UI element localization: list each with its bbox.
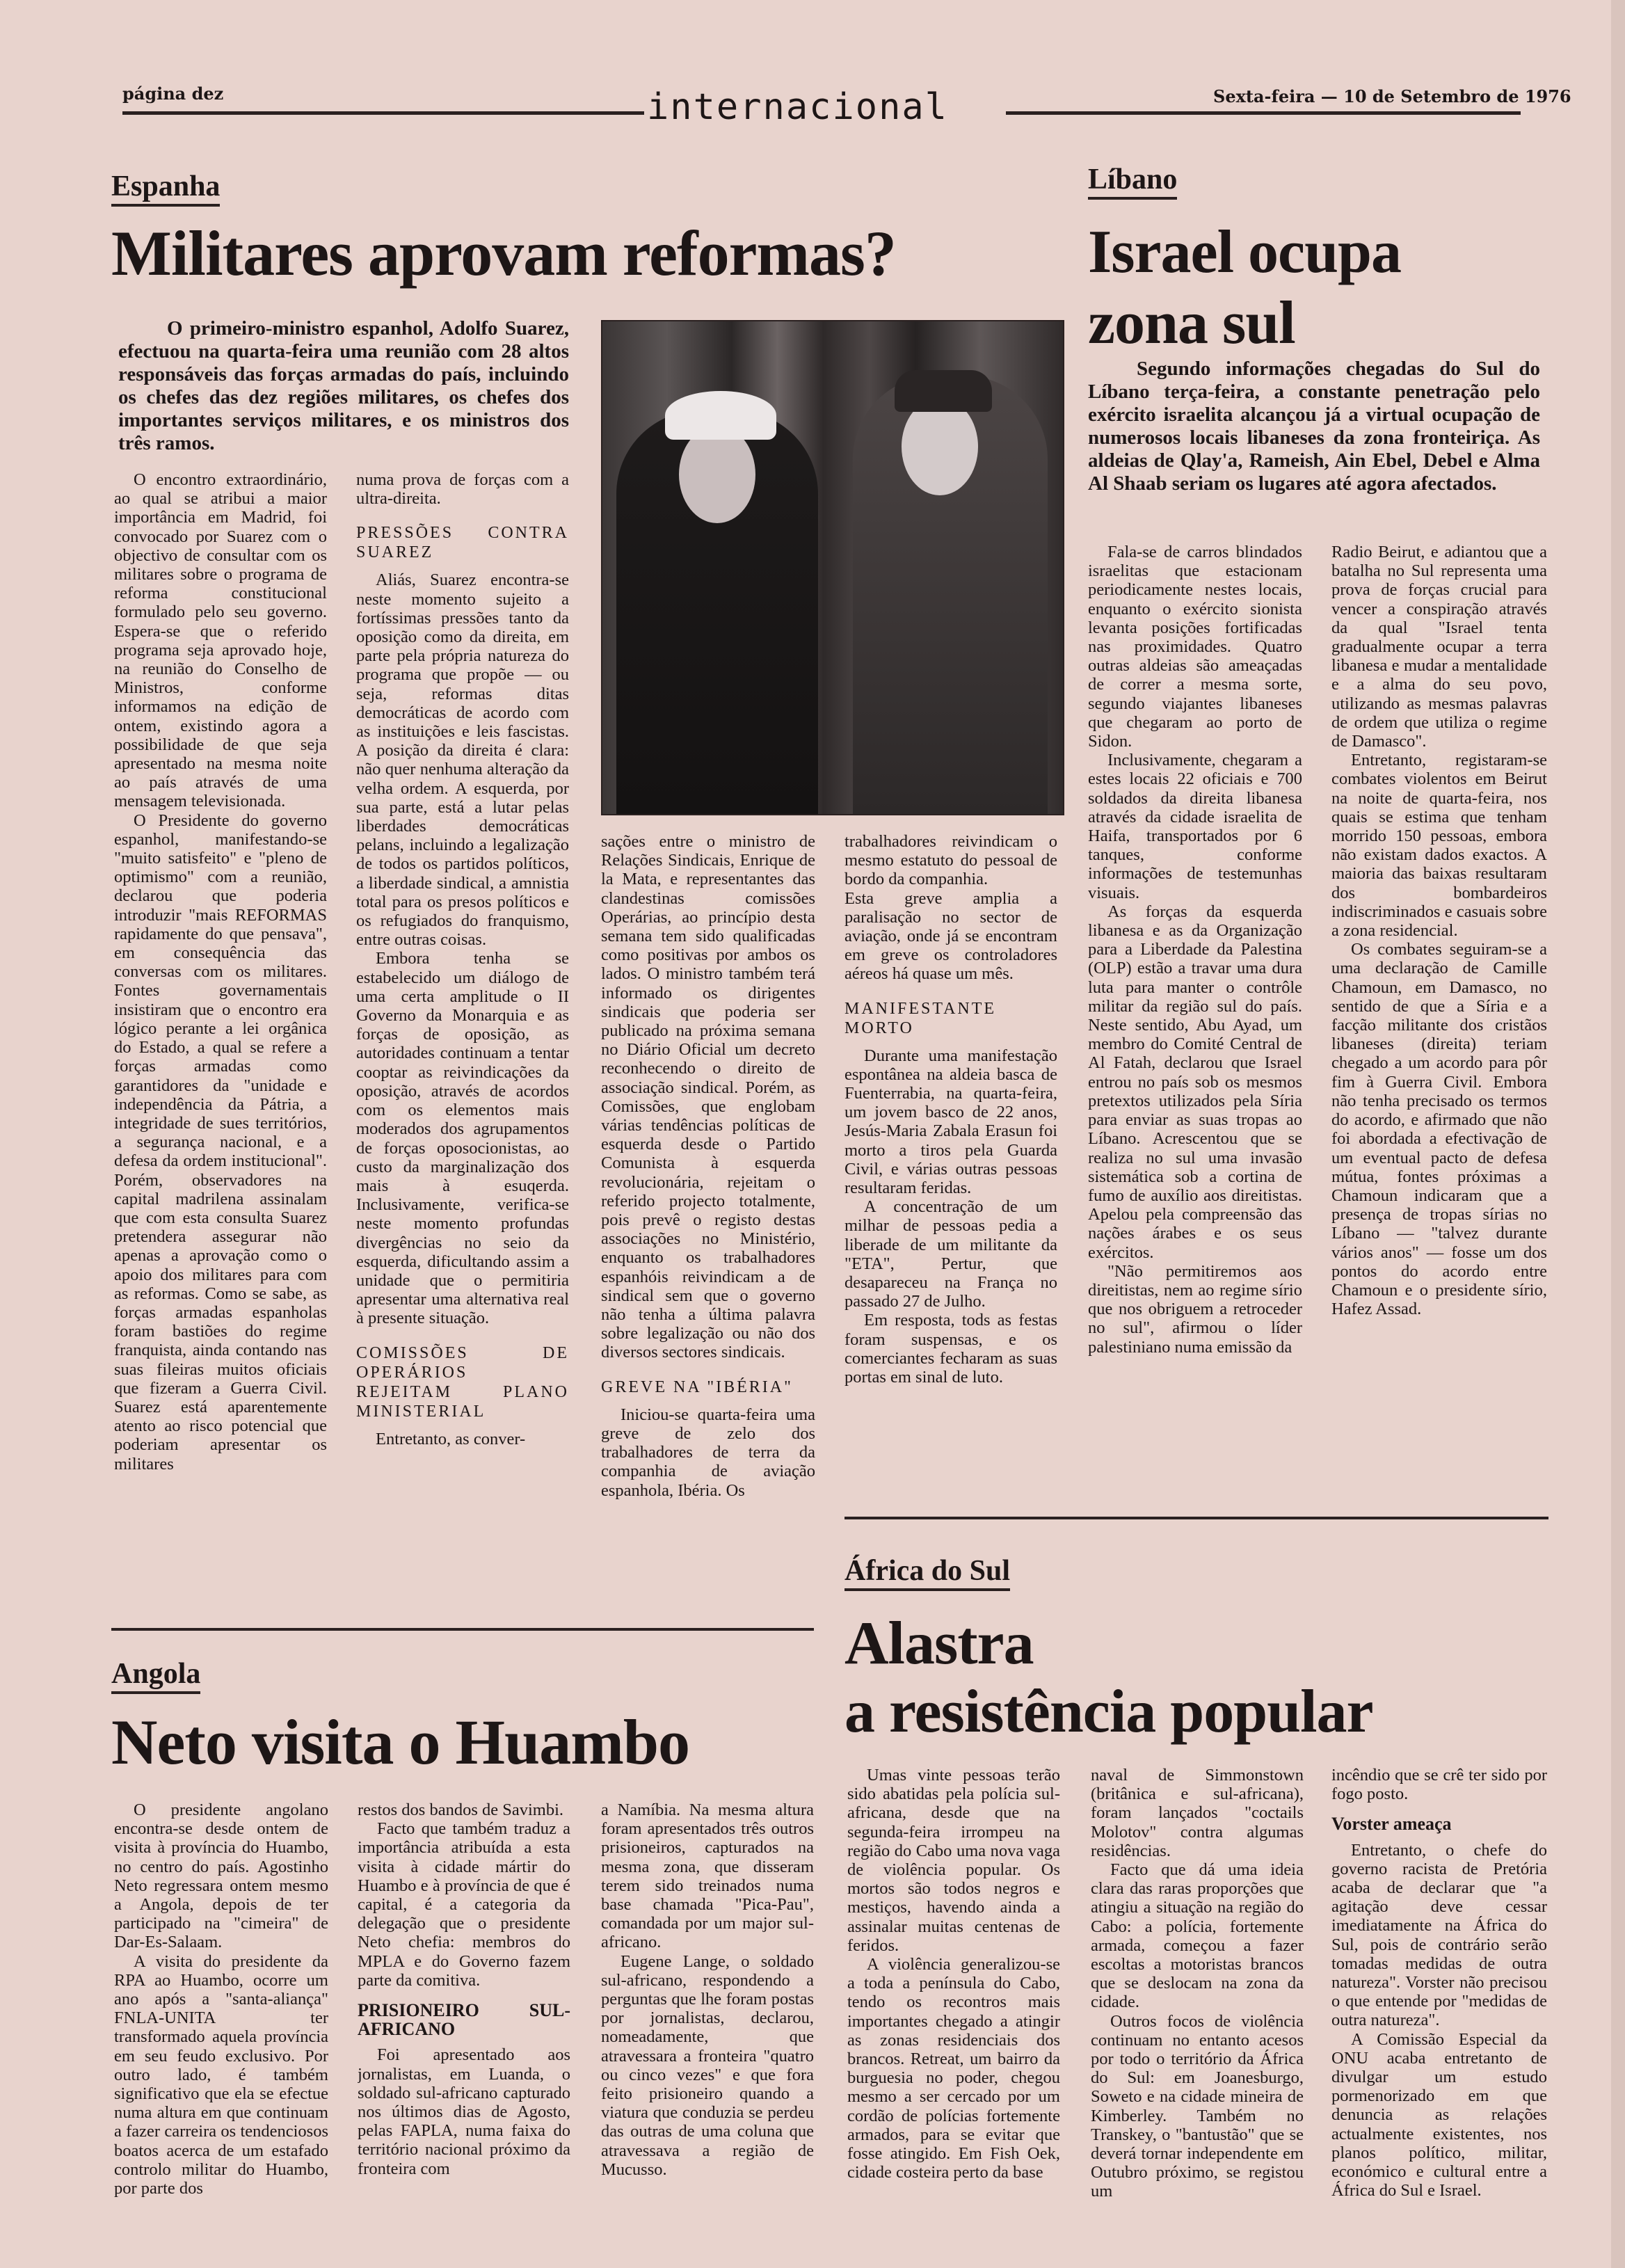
libano-headline-line2: zona sul [1088, 289, 1295, 357]
africa-paragraph: naval de Simmonstown (britânica e sul-africana), foram lançados "coctails Molotov" contra algumas residências. [1091, 1766, 1304, 1860]
libano-paragraph: Inclusivamente, chegaram a estes locais 22 oficiais e 700 soldados da direita libanesa através da cidade israelita de Haifa, transportados por 6 tanques, conforme informações de testemunhas visuais. [1088, 751, 1302, 902]
espanha-column-2 [356, 470, 569, 1621]
africa-paragraph: Facto que dá uma ideia clara das raras proporções que atingiu a situação na região do Cabo: a polícia, fortemente armada, começou a fazer escoltas a motoristas brancos que se deslocam na zona da cidade. [1091, 1860, 1304, 2012]
libano-column-1 [1088, 543, 1302, 1510]
espanha-kicker-text: Espanha [111, 170, 220, 207]
africa-kicker-text: África do Sul [844, 1555, 1010, 1591]
section-title: internacional [647, 86, 948, 128]
angola-paragraph: O presidente angolano encontra-se desde ontem de visita à província do Huambo, no centro do país. Agostinho Neto regressara ontem mesmo a Angola, depois de ter participado na "cimeira" de Dar-Es-Salaam. [114, 1800, 328, 1952]
espanha-kicker [111, 170, 220, 203]
espanha-paragraph: numa prova de forças com a ultra-direita. [356, 470, 569, 509]
espanha-paragraph: trabalhadores reivindicam o mesmo estatuto do pessoal de bordo da companhia. [844, 832, 1057, 889]
espanha-headline: Militares aprovam reformas? [111, 218, 896, 289]
angola-paragraph: Facto que também traduz a importância atribuída a esta visita à cidade mártir do Huambo e à província de que é capital, é a categoria da delegação que o presidente Neto chefia: membros do MPLA e do Governo fazem parte da comitiva. [358, 1819, 570, 1990]
espanha-paragraph: Aliás, Suarez encontra-se neste momento sujeito a fortíssimas pressões tanto da oposição como da direita, em parte pela própria natureza do programa que propõe — ou seja, reformas ditas democráticas de acordo com as instituições e leis fascistas. A posição da direita é clara: não quer nenhuma alteração da velha ordem. A esquerda, por sua parte, está a lutar pelas liberdades democráticas pelans, incluindo a legalização de todos os partidos políticos, a liberdade sindical, a amnistia total para os presos políticos e os refugiados do franquismo, entre outras coisas. [356, 570, 569, 950]
espanha-paragraph: Entretanto, as conver- [376, 1429, 526, 1448]
africa-headline-line2: a resistência popular [844, 1678, 1373, 1746]
espanha-paragraph: Durante uma manifestação espontânea na aldeia basca de Fuenterrabia, na quarta-feira, um jovem basco de 22 anos, Jesús-Maria Zabala Erasun foi morto a tiros pela Guarda Civil, e várias outras pessoas resultaram feridas. [844, 1046, 1057, 1198]
espanha-subhead-pressoes: PRESSÕES CONTRA SUAREZ [356, 524, 569, 562]
libano-lead: Segundo informações chegadas do Sul do Líbano terça-feira, a constante penetração pelo exército israelita alcançou já a virtual ocupação de numerosos locais libaneses da zona fronteiriça. As aldeias de Qlay'a, Rameish, Ain Ebel, Debel e Alma Al Shaab seriam os lugares até agora afectados. [1088, 358, 1540, 495]
angola-paragraph: restos dos bandos de Savimbi. [358, 1800, 564, 1819]
libano-paragraph: Os combates seguiram-se a uma declaração de Camille Chamoun, em Damasco, no sentido de que a Síria e a facção militante dos cristãos libaneses (direita) teriam chegado a um acordo para pôr fim à Guerra Civil. Embora não tenha precisado os termos do acordo, e afirmado que não foi abordada a efectivação de um eventual pacto de defesa mútua, fontes próximas a Chamoun indicaram que a presença de tropas sírias no Líbano — "talvez durante vários anos" — fosse um dos pontos do acordo entre Chamoun e o presidente sírio, Hafez Assad. [1331, 940, 1547, 1319]
libano-paragraph: "Não permitiremos aos direitistas, nem ao regime sírio que nos obriguem a retroceder no sul", afirmou o líder palestiniano numa emissão da [1088, 1261, 1302, 1357]
angola-column-2 [358, 1800, 570, 2260]
espanha-paragraph: sações entre o ministro de Relações Sindicais, Enrique de la Mata, e representantes das clandestinas comissões Operárias, ao princípio desta semana tem sido qualificadas como positivas por ambos os lados. O ministro também terá informado os dirigentes sindicais que poderia ser publicado na próxima semana no Diário Oficial um decreto reconhecendo o direito de associação sindical. Porém, as Comissões, que englobam várias tendências políticas de esquerda desde o Partido Comunista à esquerda revolucionária, rejeitam o referido projecto totalmente, pois prevê o registo destas associações no Ministério, enquanto os trabalhadores espanhóis reivindicam a de sindical sem que o governo não tenha a última palavra sobre legalização ou não dos diversos sectores sindicais. [601, 832, 815, 1362]
angola-column-3 [601, 1800, 814, 2260]
espanha-paragraph: Esta greve amplia a paralisação no sector de aviação, onde já se encontram em greve os controladores aéreos há quase um mês. [844, 888, 1057, 984]
page-number: página dez [122, 83, 224, 104]
africa-paragraph: A Comissão Especial da ONU acaba entretanto de divulgar um estudo pormenorizado em que denuncia as relações actualmente existentes, nos planos político, militar, económico e cultural entre a África do Sul e Israel. [1331, 2029, 1547, 2201]
angola-kicker [111, 1657, 200, 1691]
espanha-subhead-manifestante: MANIFESTANTE MORTO [844, 999, 997, 1037]
espanha-paragraph: O Presidente do governo espanhol, manifestando-se "muito satisfeito" e "pleno de optimismo" com a reunião, declarou que poderia introduzir "mais REFORMAS rapidamente do que pensava", em consequência das conversas com os militares. Fontes governamentais insistiram que o encontro era lógico perante a lei orgânica do Estado, a qual se refere a forças armadas como garantidores da "unidade e independência da Pátria, a integridade de sues territórios, a segurança nacional, e a defesa da ordem institucional". Porém, observadores na capital madrilena assinalam que com esta consulta Suarez pretendera assegurar não apenas a aprovação como o apoio dos militares para com as reformas. Como se sabe, as forças armadas espanholas foram bastiões do regime franquista, ainda contando nas suas fileiras muitos oficiais que fizeram a Guerra Civil. Suarez está aparentemente atento ao risco potencial que poderiam apresentar os militares [114, 810, 327, 1474]
africa-paragraph: Umas vinte pessoas terão sido abatidas pela polícia sul-africana, desde que na segunda-feira irrompeu na região do Cabo uma nova vaga de violência popular. Os mortos são todos negros e mestiços, havendo ainda a assinalar muitas centenas de feridos. [847, 1766, 1060, 1955]
angola-paragraph: A visita do presidente da RPA ao Huambo, ocorre um ano após a "santa-aliança" FNLA-UNITA ter transformado aquela província em seu feudo exclusivo. Por outro lado, é também significativo que ela se efectue numa altura em que continuam a fazer carreira os tendenciosos boatos acerca de um estafado controlo militar do Huambo, por parte dos [114, 1951, 328, 2198]
section-rule-angola [111, 1628, 814, 1631]
africa-paragraph: Outros focos de violência continuam no entanto acesos por todo o território da África do Sul: em Joanesburgo, Soweto e na cidade mineira de Kimberley. Também no Transkey, o "bantustão" que se deverá tornar independente em Outubro próximo, se registou um [1091, 2011, 1304, 2201]
espanha-paragraph: Iniciou-se quarta-feira uma greve de zelo dos trabalhadores de terra da companhia de aviação espanhola, Ibéria. Os [601, 1405, 815, 1500]
espanha-paragraph: Embora tenha se estabelecido um diálogo de uma certa amplitude o II Governo da Monarquia e as forças de oposição, as autoridades continuam a tentar cooptar as reivindicações da oposição, através de acordos com os elementos mais moderados dos agrupamentos de forças oposocionistas, ao custo da marginalização dos mais à esuqerda. Inclusivamente, verifica-se neste momento profundas divergências no seio da esquerda, dificultando assim a unidade que o permitiria apresentar uma alternativa real à presente situação. [356, 949, 569, 1328]
africa-column-1 [847, 1766, 1060, 2260]
masthead-rule-left [122, 111, 644, 115]
angola-kicker-text: Angola [111, 1658, 200, 1694]
africa-paragraph: Entretanto, o chefe do governo racista de Pretória acaba de declarar que "a agitação deve cessar imediatamente na África do Sul, pois de contrário serão tomadas medidas de outra natureza". Vorster não precisou o que entende por "medidas de outra natureza". [1331, 1840, 1547, 2030]
photo-head-admiral [679, 426, 755, 523]
africa-column-3 [1331, 1766, 1547, 2260]
paper-edge [1611, 0, 1625, 2268]
section-rule-africa [844, 1517, 1548, 1519]
photo-head-general [902, 398, 978, 495]
espanha-column-4 [844, 832, 1057, 1528]
libano-headline-line1: Israel ocupa [1088, 218, 1401, 286]
angola-paragraph: Foi apresentado aos jornalistas, em Luanda, o soldado sul-africano capturado nos últimos dias de Agosto, pelas FAPLA, numa faixa do território nacional próximo da fronteira com [358, 2045, 570, 2178]
espanha-lead: O primeiro-ministro espanhol, Adolfo Suarez, efectuou na quarta-feira uma reunião com 28 altos responsáveis das forças armadas do país, incluindo os chefes das dez regiões militares, os chefes dos importantes serviços militares, e os ministros dos três ramos. [118, 317, 569, 454]
libano-kicker [1088, 163, 1177, 196]
africa-kicker [844, 1554, 1010, 1588]
angola-column-1 [114, 1800, 328, 2260]
photo-cap-general [895, 370, 992, 412]
angola-headline: Neto visita o Huambo [111, 1707, 689, 1778]
espanha-subhead-comissoes: COMISSÕES DE OPERÁRIOS REJEITAM PLANO MINISTERIAL [356, 1343, 569, 1421]
libano-kicker-text: Líbano [1088, 163, 1177, 200]
espanha-paragraph: Em resposta, tods as festas foram suspensas, e os comerciantes fecharam as suas portas em sinal de luto. [844, 1311, 1057, 1387]
espanha-column-1 [114, 470, 327, 1621]
africa-paragraph: A violência generalizou-se a toda a península do Cabo, tendo os recontros mais importantes chegado a atingir as zonas residenciais dos brancos. Retreat, um bairro da burguesia no poder, chegou mesmo a ser cercado por um cordão de polícias fortemente armados, para se evitar que fosse atingido. Em Fish Oek, cidade costeira perto da base [847, 1955, 1060, 2182]
espanha-column-3 [601, 832, 815, 1621]
libano-paragraph: Radio Beirut, e adiantou que a batalha no Sul representa uma prova de forças crucial para vencer a conspiração através da qual "Israel tenta gradualmente ocupar a terra libanesa e mudar a mentalidade e a alma do seu povo, utilizando as mesmas palavras de ordem que utiliza o regime de Damasco". [1331, 543, 1547, 751]
libano-paragraph: Fala-se de carros blindados israelitas que estacionam periodicamente nestes locais, enquanto o exército sionista levanta posições fortificadas nas proximidades. Quatro outras aldeias são ameaçadas de correr a mesma sorte, segundo viajantes libaneses que chegaram ao porto de Sidon. [1088, 543, 1302, 751]
espanha-paragraph: A concentração de um milhar de pessoas pedia a liberade de um militante da "ETA", Pertur, que desapareceu na França no passado 27 de Julho. [844, 1197, 1057, 1311]
africa-headline-line1: Alastra [844, 1610, 1034, 1677]
espanha-paragraph: O encontro extraordinário, ao qual se atribui a maior importância em Madrid, foi convocado por Suarez com o objectivo de consultar com os militares sobre o programa de reforma constitucional formulado pelo seu governo. Espera-se que o referido programa seja aprovado hoje, na reunião do Conselho de Ministros, conforme informamos na edição de ontem, existindo agora a possibilidade de que seja apresentado na mesma noite ao país através de uma mensagem televisionada. [114, 470, 327, 811]
libano-column-2 [1331, 543, 1547, 1510]
africa-column-2 [1091, 1766, 1304, 2260]
angola-subhead-prisioneiro: PRISIONEIRO SUL-AFRICANO [358, 2000, 570, 2040]
angola-paragraph: Eugene Lange, o soldado sul-africano, respondendo a perguntas que lhe foram postas por jornalistas, declarou, nomeadamente, que atravessara a fronteira "quatro ou cinco vezes" e que fora feito prisioneiro quando a viatura que conduzia se perdeu das outras de uma coluna que atravessava a região de Mucusso. [601, 1951, 814, 2179]
libano-paragraph: As forças da esquerda libanesa e as da Organização para a Liberdade da Palestina (OLP) estão a travar uma dura luta para manter o contrôle militar da região sul do país. Neste sentido, Abu Ayad, um membro do Comité Central de Al Fatah, declarou que Israel entrou no país sob os mesmos pretextos utilizados pela Síria para enviar as suas tropas ao Líbano. Acrescentou que se realiza no sul uma invasão sistemática sob a cortina de fumo de auxílio aos direitistas. Apelou pela compreensão das nações árabes e os seus exércitos. [1088, 902, 1302, 1262]
africa-subhead-vorster: Vorster ameaça [1331, 1814, 1452, 1835]
news-photo-officers [601, 320, 1064, 815]
angola-paragraph: a Namíbia. Na mesma altura foram apresentados três outros prisioneiros, capturados na mesma zona, que disseram terem sido treinados numa base chamada "Pica-Pau", comandada por um major sul-africano. [601, 1800, 814, 1952]
espanha-subhead-greve: GREVE NA "IBÉRIA" [601, 1377, 793, 1396]
issue-date: Sexta-feira — 10 de Setembro de 1976 [1213, 86, 1571, 106]
masthead-rule-right [1006, 111, 1521, 115]
libano-paragraph: Entretanto, registaram-se combates violentos em Beirut na noite de quarta-feira, nos quais se estima que tenham morrido 150 pessoas, embora não existam dados exactos. A maioria das baixas resultaram dos bombardeiros indiscriminados e casuais sobre a zona residencial. [1331, 751, 1547, 941]
photo-cap-admiral [665, 391, 776, 440]
africa-paragraph: incêndio que se crê ter sido por fogo posto. [1331, 1766, 1547, 1804]
